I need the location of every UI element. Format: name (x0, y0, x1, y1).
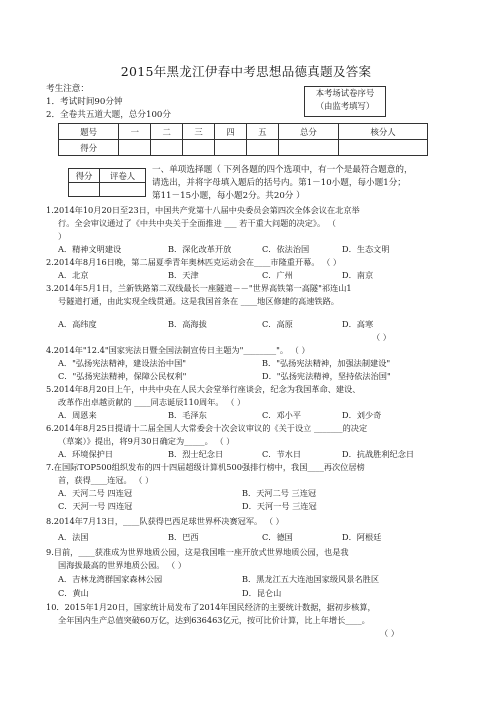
question-text: 国海拔最高的世界地质公园。 （ ） (58, 560, 187, 570)
question-text: 3.2014年5月1日，兰新铁路第二双线最长一座隧道－－"世界高铁第一高隧"祁连山1 (46, 283, 352, 293)
notes-line-2: 2．全卷共五道大题，总分100分 (46, 110, 171, 120)
score-cell (214, 140, 246, 156)
option-d: D．抗战胜利纪念日 (342, 449, 415, 459)
option-b: B．黑龙江五大连池国家级风景名胜区 (242, 574, 380, 584)
section1-line-1: 一、单项选择题（ 下列各题的四个选项中，有一个是最符合题意的， (152, 165, 413, 175)
option-d: D．"弘扬宪法精神，坚持依法治国" (262, 371, 391, 381)
option-b: B．"弘扬宪法精神，加强法制建设" (262, 358, 391, 368)
option-a: A．周恩来 (58, 410, 97, 420)
option-a: A．"弘扬宪法精神，建设法治中国" (58, 358, 187, 368)
question-text: （草案）》提出，将9月30日确定为_____。 （ ） (58, 436, 235, 446)
question-text: 9.目前，____获准成为世界地质公园，这是我国唯一座开放式世界地质公园，也是我 (46, 547, 349, 557)
grader-name-cell (100, 183, 146, 197)
score-header-cell: 二 (151, 124, 183, 140)
answer-bracket: （ ） (380, 628, 399, 638)
option-c: C．邓小平 (262, 410, 302, 420)
notes-line-1: 1．考试时间90分钟 (46, 97, 123, 107)
option-b: B．天河二号 三连冠 (242, 488, 317, 498)
option-c: C．节水日 (262, 449, 302, 459)
question-text: 8.2014年7月13日，____队获得巴西足球世界杯决赛冠军。 （ ） (46, 516, 284, 526)
option-d: D．高寒 (342, 319, 374, 329)
score-cell (246, 140, 278, 156)
option-c: C．黄山 (58, 588, 89, 598)
option-b: B．巴西 (168, 532, 199, 542)
option-d: D．天河一号 三连冠 (242, 501, 317, 511)
question-text: 2.2014年8月16日晚，第二届夏季青年奥林匹克运动会在____市隆重开幕。 （ ） (46, 257, 342, 267)
option-a: A．法国 (58, 532, 89, 542)
option-b: B．高海拔 (168, 319, 207, 329)
question-text: 7.在国际TOP500组织发布的四十四届超级计算机500强排行榜中，我国____再次位居榜 (46, 462, 365, 472)
question-text: 首，获得____连冠。 （ ） (58, 475, 154, 485)
option-d: D．阿根廷 (342, 532, 382, 542)
score-header-cell: 一 (119, 124, 151, 140)
option-b: B．毛泽东 (168, 410, 207, 420)
grader-score-cell (69, 183, 100, 197)
option-c: C．高原 (262, 319, 293, 329)
score-header-cell: 五 (246, 124, 278, 140)
notes-heading: 考生注意： (46, 84, 89, 94)
option-a: A．高纬度 (58, 319, 97, 329)
score-header-cell: 四 (214, 124, 246, 140)
score-cell (119, 140, 151, 156)
score-table (58, 123, 428, 156)
option-c: C．"弘扬宪法精神，保障公民权利" (58, 371, 187, 381)
score-header-cell: 三 (183, 124, 215, 140)
option-b: B．深化改革开放 (168, 244, 232, 254)
option-a: A．精神文明建设 (58, 244, 122, 254)
score-cell (339, 140, 428, 156)
grader-table (68, 168, 146, 197)
question-text: 10．2015年1月20日，国家统计局发布了2014年国民经济的主要统计数据，据初步核算， (46, 602, 376, 612)
section1-line-3: 第11－15小题，每小题2分。共20分 ） (152, 191, 305, 201)
answer-bracket: （ ） (372, 332, 391, 342)
score-cell (278, 140, 338, 156)
question-text: 行。全会审议通过了《中共中央关于全面推进 ___ 若干重大问题的决定》。 （ (58, 218, 336, 228)
option-d: D．南京 (342, 270, 374, 280)
seat-number-box (304, 86, 386, 117)
option-c: C．德国 (262, 532, 293, 542)
score-header-cell: 题号 (59, 124, 119, 140)
option-a: A．吉林龙湾群国家森林公园 (58, 574, 163, 584)
question-text: 1.2014年10月20日至23日，中国共产党第十八届中央委员会第四次全体会议在北京举 (46, 205, 360, 215)
question-text: 全年国内生产总值突破60万亿，达到636463亿元，按可比价计算，比上年增长____。 (58, 615, 370, 625)
score-cell (183, 140, 215, 156)
score-header-cell: 核分人 (339, 124, 428, 140)
score-header-cell: 总分 (278, 124, 338, 140)
grader-score-label: 得分 (69, 169, 100, 183)
option-a: A．环境保护日 (58, 449, 114, 459)
option-d: D．昆仑山 (242, 588, 282, 598)
question-text: ） (58, 231, 67, 241)
option-b: B．天津 (168, 270, 199, 280)
page-title: 2015年黑龙江伊春中考思想品德真题及答案 (120, 64, 372, 79)
option-b: B．烈士纪念日 (168, 449, 224, 459)
option-c: C．天河一号 四连冠 (58, 501, 133, 511)
option-d: D．生态文明 (342, 244, 390, 254)
score-row-label: 得分 (59, 140, 119, 156)
question-text: 4.2014年"12.4"国家宪法日暨全国法制宣传日主题为"________"。 （ ） (46, 345, 310, 355)
score-cell (151, 140, 183, 156)
option-a: A．北京 (58, 270, 89, 280)
option-a: A．天河二号 四连冠 (58, 488, 133, 498)
question-text: 改革作出卓越贡献的 ____同志诞辰110周年。 （ ） (58, 397, 246, 407)
option-c: C．依法治国 (262, 244, 310, 254)
seat-box-line-1: 本考场试卷序号 (315, 88, 375, 98)
seat-box-line-2: （由监考填写） (315, 101, 375, 111)
section1-line-2: 请选出，并将字母填入题后的括号内。第1－10小题，每小题1分； (152, 178, 406, 188)
question-text: 号隧道打通，由此实现全线贯通。这是我国首条在 ____地区修建的高速铁路。 (58, 296, 339, 306)
option-d: D．刘少奇 (342, 410, 382, 420)
grader-label: 评卷人 (100, 169, 146, 183)
question-text: 6.2014年8月25日提请十二届全国人大常委会十次会议审议的《关于设立 _______的决定 (46, 423, 368, 433)
question-text: 5.2014年8月20日上午，中共中央在人民大会堂举行座谈会，纪念为我国革命、建设、 (46, 384, 361, 394)
option-c: C．广州 (262, 270, 293, 280)
